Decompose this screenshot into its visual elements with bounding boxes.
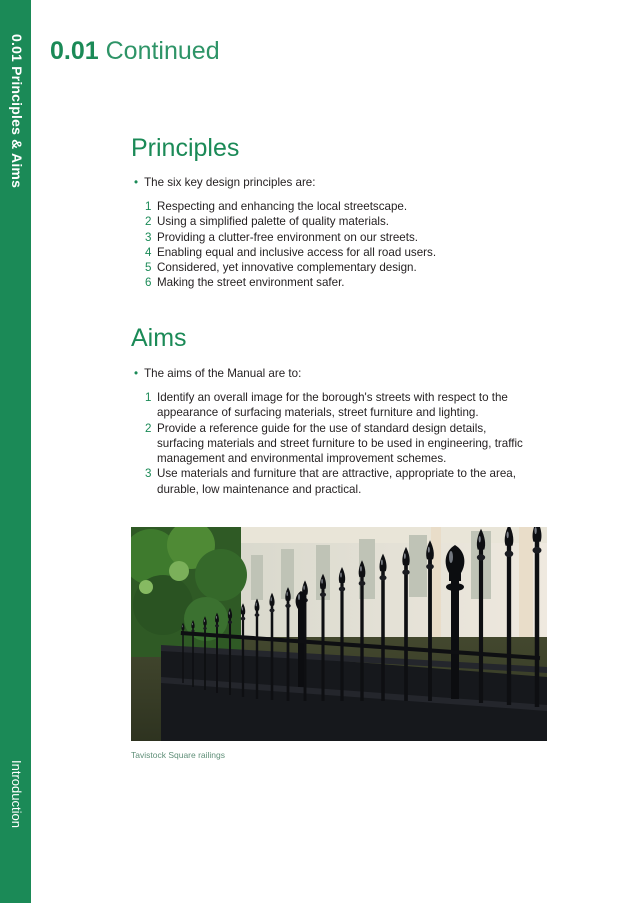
railings-illustration [131, 527, 547, 741]
bullet-icon: • [134, 176, 139, 189]
list-item [145, 466, 523, 497]
item-number: 3 [145, 467, 152, 481]
list-item [145, 275, 436, 290]
railings-photo [131, 527, 547, 741]
item-number: 4 [145, 245, 152, 259]
sidebar-chapter-label: Introduction [9, 760, 24, 828]
item-text: Providing a clutter-free environment on our streets. [157, 230, 418, 244]
item-text-line-2: surfacing materials and street furniture to be used in engineering, traffic [157, 436, 523, 450]
aims-intro [134, 366, 301, 381]
item-number: 1 [145, 391, 152, 404]
aims-intro-text: The aims of the Manual are to: [144, 367, 302, 380]
list-item [145, 214, 436, 229]
sidebar-section-label: 0.01 Principles & Aims [9, 34, 25, 189]
item-text: Respecting and enhancing the local streetscape. [157, 200, 408, 213]
item-number: 2 [145, 421, 152, 435]
item-number: 2 [145, 215, 152, 229]
principles-intro-text: The six key design principles are: [144, 176, 316, 189]
item-number: 5 [145, 261, 152, 275]
item-text: Identify an overall image for the borough's streets with respect to the [157, 391, 508, 404]
bullet-icon: • [134, 367, 139, 380]
item-text: Enabling equal and inclusive access for all road users. [157, 245, 437, 259]
principles-list [145, 199, 436, 291]
aims-heading: Aims [131, 324, 187, 352]
item-number: 3 [145, 230, 152, 244]
list-item [145, 390, 523, 421]
photo-caption: Tavistock Square railings [131, 750, 226, 760]
list-item [145, 245, 436, 260]
item-text-line-2: appearance of surfacing materials, street furniture and lighting. [157, 406, 479, 420]
item-text-line-3: management and environmental improvement schemes. [157, 452, 447, 466]
list-item [145, 260, 436, 275]
item-text: Using a simplified palette of quality materials. [157, 215, 389, 229]
item-number: 6 [145, 276, 152, 290]
item-text: Use materials and furniture that are attractive, appropriate to the area, [157, 467, 516, 481]
continued-label: Continued [105, 37, 220, 65]
page-title [50, 36, 220, 66]
list-item [145, 230, 436, 245]
principles-intro [134, 175, 315, 190]
aims-list [145, 390, 523, 497]
item-text: Provide a reference guide for the use of standard design details, [157, 421, 487, 435]
principles-heading: Principles [131, 134, 240, 162]
item-number: 1 [145, 200, 152, 213]
section-number: 0.01 [50, 37, 99, 65]
list-item [145, 421, 523, 467]
item-text-line-2: durable, low maintenance and practical. [157, 482, 362, 496]
item-text: Considered, yet innovative complementary design. [157, 261, 417, 275]
list-item [145, 199, 436, 214]
item-text: Making the street environment safer. [157, 276, 345, 290]
